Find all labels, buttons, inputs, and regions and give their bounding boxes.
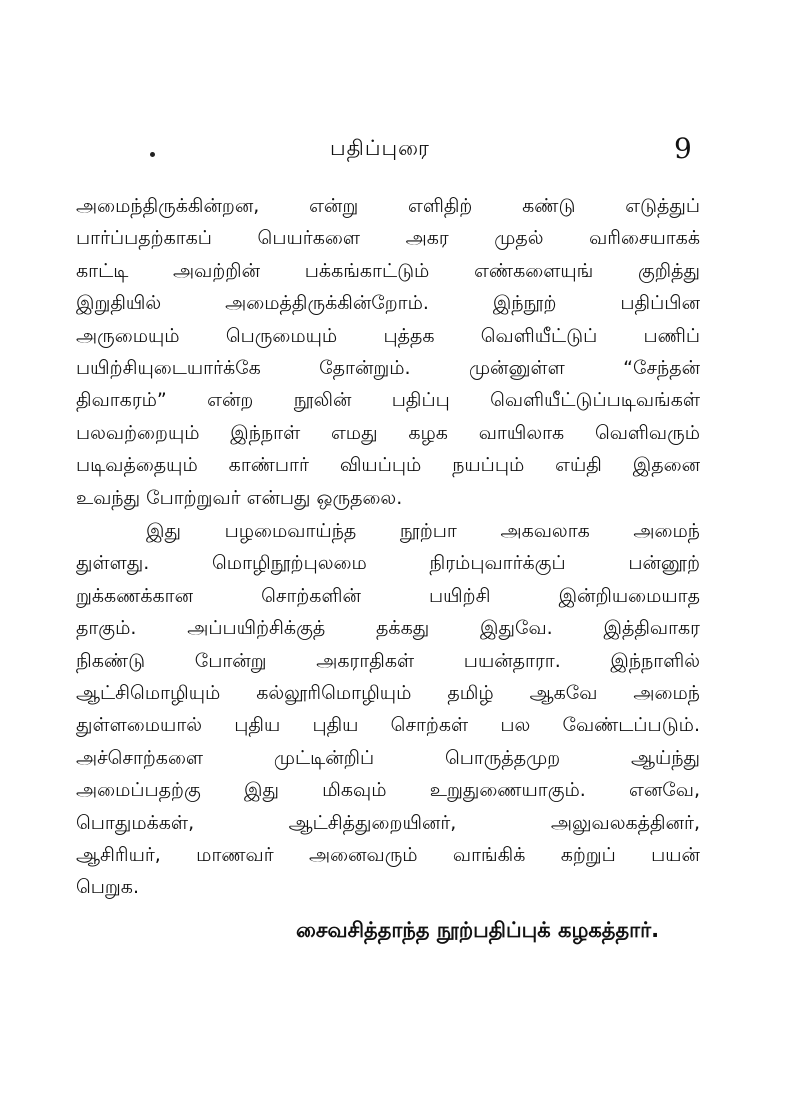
- text-line: இது பழமைவாய்ந்த நூற்பா அகவலாக அமைந்: [146, 520, 700, 542]
- text-line: உவந்து போற்றுவர் என்பது ஒருதலை.: [76, 486, 403, 509]
- text-line: இறுதியில் அமைத்திருக்கின்றோம். இந்நூற் பதிப்பின: [76, 292, 700, 315]
- page-header: [0, 132, 800, 172]
- text-line: றுக்கணக்கான சொற்களின் பயிற்சி இன்றியமையாத: [76, 584, 700, 607]
- text-line: அச்சொற்களை முட்டின்றிப் பொருத்தமுற ஆய்ந்து: [76, 746, 700, 769]
- text-line: திவாகரம்” என்ற நூலின் பதிப்பு வெளியீட்டுப்படிவங்கள்: [76, 389, 700, 412]
- text-line: துள்ளது. மொழிநூற்புலமை நிரம்புவார்க்குப் பன்னூற்: [76, 552, 700, 575]
- text-line: தாகும். அப்பயிற்சிக்குத் தக்கது இதுவே. இத்திவாகர: [76, 617, 700, 640]
- text-line: படிவத்தையும் காண்பார் வியப்பும் நயப்பும் எய்தி இதனை: [76, 454, 700, 477]
- paragraph-1: [76, 190, 700, 514]
- paragraph-2: [76, 515, 700, 904]
- text-line: பலவற்றையும் இந்நாள் எமது கழக வாயிலாக வெளிவரும்: [76, 421, 700, 444]
- text-line: ஆட்சிமொழியும் கல்லூரிமொழியும் தமிழ் ஆகவே அமைந்: [76, 681, 700, 704]
- text-line: அருமையும் பெருமையும் புத்தக வெளியீட்டுப் பணிப்: [76, 324, 700, 347]
- text-line: துள்ளமையால் புதிய புதிய சொற்கள் பல வேண்டப்படும்.: [76, 714, 700, 737]
- text-line: பார்ப்பதற்காகப் பெயர்களை அகர முதல் வரிசையாகக்: [76, 227, 700, 250]
- text-line: ஆசிரியர், மாணவர் அனைவரும் வாங்கிக் கற்றுப் பயன்: [76, 843, 700, 866]
- ink-dot: [150, 152, 155, 157]
- publisher-signature: சைவசித்தாந்த நூற்பதிப்புக் கழகத்தார்.: [296, 918, 660, 942]
- text-line: பொதுமக்கள், ஆட்சித்துறையினர், அலுவலகத்தினர்,: [76, 811, 700, 834]
- text-line: காட்டி அவற்றின் பக்கங்காட்டும் எண்களையுங் குறித்து: [76, 259, 700, 282]
- text-line: பெறுக.: [76, 876, 140, 899]
- text-line: அமைந்திருக்கின்றன, என்று எளிதிற் கண்டு எடுத்துப்: [76, 195, 700, 217]
- text-line: அமைப்பதற்கு இது மிகவும் உறுதுணையாகும். எனவே,: [76, 779, 700, 802]
- text-line: நிகண்டு போன்று அகராதிகள் பயன்தாரா. இந்நாளில்: [76, 649, 700, 672]
- running-title: பதிப்புரை: [330, 136, 430, 160]
- text-line: பயிற்சியுடையார்க்கே தோன்றும். முன்னுள்ள “சேந்தன்: [76, 356, 700, 379]
- page-number: 9: [674, 132, 692, 165]
